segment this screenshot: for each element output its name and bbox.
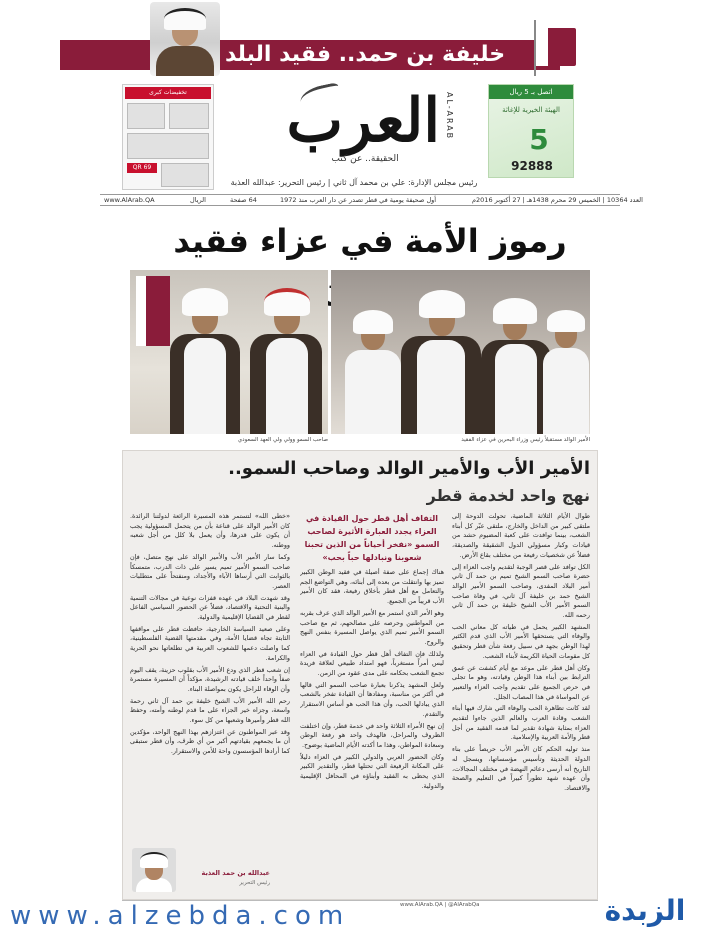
logo-text: العرب [286,86,440,156]
article-column-2 [300,568,444,867]
footer-text[interactable]: www.AlArab.QA | @AlArabQa [400,902,480,908]
photo-right[interactable] [331,270,590,434]
masthead-logo[interactable] [286,86,480,170]
paragraph: ولذلك فإن التفاف أهل قطر حول القيادة في العزاء ليس أمراً مستغرباً، فهو امتداد طبيعي لعلاقة فريدة تجمع الشعب بحكامه على مدى عقود من الزمن. [300,649,444,678]
paragraph: لقد كانت تظاهرة الحب والوفاء التي شارك فيها أبناء الشعب وقادة العرب والعالم الذين جاءوا لتقديم العزاء بمثابة شهادة تقدير لما قدمه الفقيد من أجل قطر والأمة العربية والإسلامية. [452,704,590,742]
article-column-3 [130,512,290,845]
website-link[interactable]: www.AlArab.QA [104,196,155,204]
ad-right-mid: الهيئة الخيرية للإغاثة [502,106,560,114]
main-headline: رموز الأمة في عزاء فقيد [173,222,567,260]
top-banner [0,0,720,80]
paragraph: إن نهج الأمراء الثلاثة واحد في خدمة قطر، وإن اختلفت الظروف والمراحل، فالهدف واحد هو رفعة الوطن وسعادة المواطن، وهذا ما أكدته الأيام الماضية بوضوح. [300,721,444,749]
watermark-logo[interactable]: الزبدة [604,894,686,927]
article-title-2: نهج واحد لخدمة قطر [426,486,590,505]
qatar-flag-icon [536,28,576,66]
author-role: رئيس التحرير [239,880,270,886]
paragraph: هناك إجماع على صفة أصيلة في فقيد الوطن الكبير تميز بها وانتقلت من بعده إلى أبنائه، وهي التواضع الجم والتعامل مع أهل قطر بأخلاق رفيعة، فقد كان الأمير الأب قريباً من الجميع. [300,568,444,606]
paragraph: وكان أهل قطر على موعد مع أيام كشفت عن عمق الترابط بين أبناء هذا الوطن وقيادته، وهو ما تجلى في حرص الجميع على تقديم واجب العزاء والتعبير عن المواساة في هذا المصاب الجلل. [452,663,590,701]
paragraph: إن شعب قطر الذي ودع الأمير الأب بقلوب حزينة، يقف اليوم صفاً واحداً خلف قيادته الرشيدة، مؤكداً أن المسيرة مستمرة وأن الوفاء للراحل يكون بمواصلة البناء. [130,665,290,693]
author-avatar [132,848,176,892]
author-name: عبدالله بن حمد العذبة [201,869,270,877]
editor-line: رئيس مجلس الإدارة: علي بن محمد آل ثاني | رئيس التحرير: عبدالله العذبة [230,178,478,187]
tagline: أول صحيفة يومية في قطر تصدر عن دار العرب منذ 1972 [280,196,437,204]
pull-quote: التفاف أهل قطر حول القيادة في العزاء يجدد العبارة الأثيرة لصاحب السمو «نفخر أحياناً من الذين تحبنا شعوبنا ونبادلها حباً بحب» [304,514,440,562]
qatar-flag-icon [136,276,170,346]
paragraph: وهو الأمر الذي استمر مع الأمير الوالد الذي عرف بقربه من المواطنين وحرصه على مصالحهم، ثم مع صاحب السمو الأمير تميم الذي يواصل المسيرة بنفس النهج والروح. [300,608,444,646]
paragraph: وكان الحضور العربي والدولي الكبير في العزاء دليلاً على المكانة الرفيعة التي تحتلها قطر، والتقدير الكبير الذي يحظى به الفقيد وأبناؤه في المحافل الإقليمية والدولية. [300,752,444,790]
paragraph: «خطى الله» لتستمر هذه المسيرة الرائعة لدولتنا الرائدة. كان الأمير الوالد على قناعة بأن من يتحمل المسؤولية يجب أن يكون على قدرها، وأن يعمل بلا كلل من أجل شعبه ووطنه. [130,512,290,550]
ad-left-title: تخفيضات كبرى [125,87,211,99]
logo-slogan: الحقيقة.. عن كثب [331,154,399,164]
article-column-1 [452,512,590,867]
paragraph: وقد عبر المواطنون عن اعتزازهم بهذا النهج الواحد، مؤكدين أن ما يجمعهم بقيادتهم أكبر من أي ظرف، وأن قطر ستبقى كما أرادها المؤسسون واحة للأمن والاستقرار. [130,727,290,756]
paragraph: وكما سار الأمير الأب والأمير الوالد على نهج متصل، فإن صاحب السمو الأمير تميم يسير على ذات الدرب، متمسكاً بالثوابت التي أرساها الآباء والأجداد، ومنفتحاً على متطلبات العصر. [130,552,290,590]
article-title-1: الأمير الأب والأمير الوالد وصاحب السمو.. [228,458,590,479]
paragraph: وقد شهدت البلاد في عهده قفزات نوعية في مجالات التنمية والبنية التحتية والاقتصاد، فضلاً عن الحضور السياسي الفاعل لقطر في القضايا الإقليمية والدولية. [130,593,290,622]
banner-title: خليفة بن حمد.. فقيد البلد [224,42,506,67]
advertisement-left[interactable] [122,84,214,190]
caption-right: الأمير الوالد مستقبلاً رئيس وزراء البحرين في عزاء الفقيد [461,437,590,443]
advertisement-right[interactable] [488,84,574,178]
photo-left[interactable] [130,270,328,434]
paragraph: الكل توافد على قصر الوجبة لتقديم واجب العزاء إلى حضرة صاحب السمو الشيخ تميم بن حمد آل ثاني أمير البلاد المفدى، وصاحب السمو الأمير الوالد الشيخ حمد بن خليفة آل ثاني، في وفاة صاحب السمو الأمير الأب الشيخ خليفة بن حمد آل ثاني رحمه الله. [452,562,590,620]
ad-left-price: QR 69 [127,163,157,173]
page-count: 64 صفحة [230,196,257,204]
ad-right-top: اتصل بـ 5 ريال [489,85,573,99]
paragraph: المشهد الكبير يحمل في طياته كل معاني الحب والوفاء التي يستحقها الأمير الأب الذي قدم الكثير لهذا الوطن بجهد في سبيل رفعة شأن قطر وتحقيق كل مقومات الحياة الكريمة لأبناء الشعب. [452,622,590,660]
issue-info: العدد 10364 | الخميس 29 محرم 1438هـ | 27 أكتوبر 2016م [472,196,643,204]
info-bar [100,194,643,206]
logo-latin: AL-ARAB [445,92,454,141]
paragraph: رحم الله الأمير الأب الشيخ خليفة بن حمد آل ثاني رحمة واسعة، وجزاه خير الجزاء على ما قدم لوطنه وأمته، وحفظ الله قطر وأميرها وشعبها من كل سوء. [130,696,290,725]
paragraph: طوال الأيام الثلاثة الماضية، تحولت الدوحة إلى ملتقى كبير من الداخل والخارج، ملتقى عبّر كل أبناء الشعب، بينما توافدت على كعبة المضيوم حشد من قيادات وكبار مسؤولي الدول الشقيقة والصديقة، فضلاً عن شخصيات رفيعة من مختلف بقاع الأرض. [452,512,590,559]
ad-right-phone: 92888 [511,159,553,173]
watermark-url[interactable]: www.alzebda.com [10,901,351,931]
paragraph: وعلى صعيد السياسة الخارجية، حافظت قطر على مواقفها الثابتة تجاه قضايا الأمة، وفي مقدمتها القضية الفلسطينية، كما واصلت دعمها للشعوب العربية في تطلعاتها نحو الحرية والكرامة. [130,624,290,662]
price: الريال [190,196,206,204]
paragraph: ولعل المشهد يذكرنا بعبارة صاحب السمو التي قالها في أكثر من مناسبة، ومفادها أن القيادة تفخر بالشعب الذي يبادلها الحب، وأن هذا الحب هو أساس الاستقرار والتقدم. [300,680,444,718]
paragraph: منذ توليه الحكم كان الأمير الأب حريصاً على بناء الدولة الحديثة وتأسيس مؤسساتها، ويسجل له التاريخ أنه أرسى دعائم النهضة في مختلف المجالات، وأن عهده شهد تطوراً كبيراً في التعليم والصحة والاقتصاد. [452,745,590,792]
caption-left: صاحب السمو وولي ولي العهد السعودي [237,437,328,443]
ad-right-big-number: 5 [529,123,549,156]
